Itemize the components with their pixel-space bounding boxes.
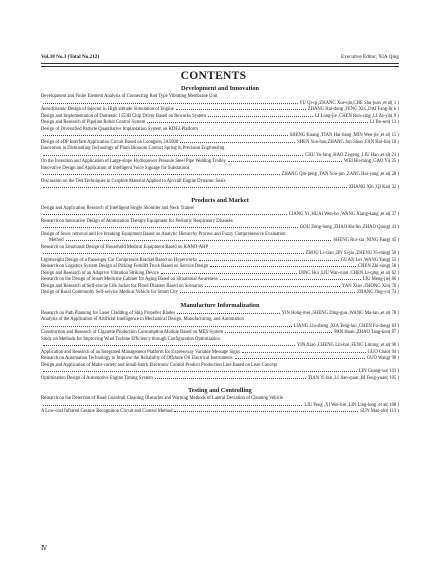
entry-title: Research on the Design of Smart Medicine Cabinet for Aging Based on Situational Awareness — [41, 277, 218, 282]
toc-entry[interactable] — [41, 363, 399, 376]
entry-authors: LIN Guang-xu( 101 ) — [358, 369, 399, 374]
entry-title: Research on Path Planning for Laser Cladding of Ship Propeller Blades — [41, 310, 176, 316]
entry-authors: GUO Wang( 98 ) — [366, 356, 399, 361]
entry-authors: LI Long-jie ,CHEN Run-xing ,LI Ze-yin( 9 ) — [315, 113, 399, 119]
leader-dots — [210, 266, 356, 267]
entry-authors: FU Qi-qi ,ZHANG Xue-qin,CHE Shu-juan ,et al( 1 ) — [299, 100, 399, 106]
toc-section — [41, 83, 399, 192]
entry-title: A Low-cost Infrared Gesture Recognition Circuit and Control Method — [41, 409, 173, 414]
leader-dots — [235, 358, 365, 359]
leader-dots — [225, 332, 332, 333]
entry-authors: TIAN Yi-bin ,LI Jian-quan ,BI Feng-yuan( 105 ) — [307, 375, 399, 381]
leader-dots — [43, 187, 347, 188]
entry-title: Design of Snow removal and Ice breaking Equipment Based on Analytic Hierarchy Process and Fuzzy Comprehensive Evaluation — [41, 231, 286, 237]
leader-dots — [228, 161, 342, 162]
entry-title: Innovation in Dismantling Technology of Plum Blossom Contact Spring in Precision Engineering — [41, 146, 225, 151]
entry-title: Analysis of the Application of Artificial Intelligence in Mechanical Design, Manufacturing, and Automation — [41, 317, 244, 322]
entry-title: Lightweight Design of a Passenger Car Compressor Bracket Based on Hyperworks — [41, 257, 197, 263]
leader-dots — [43, 135, 288, 136]
toc-entry[interactable] — [41, 159, 399, 166]
entry-authors: GOU Zeng-hong ,ZHAO Hu-lin ,ZHAO Qiong( 41 ) — [299, 225, 399, 230]
leader-dots — [155, 378, 306, 379]
toc-section — [41, 300, 399, 383]
leader-dots — [43, 103, 298, 104]
entry-authors: CHU Yu-lang ,HAO Zi-geng ,LIU Hao ,et al( 21 ) — [305, 152, 399, 158]
entry-authors: GUO Chao( 94 ) — [367, 349, 399, 355]
entry-title: Design of Rural Community Self-service Medical Vehicle for Smart City — [41, 290, 178, 295]
leader-dots — [220, 279, 361, 280]
toc-entry[interactable] — [41, 245, 399, 258]
entry-authors: ZHANG Qin-peng ,TAN You-jun ,ZANG Hai-yang ,et al( 28 ) — [281, 172, 399, 177]
entry-authors: ZHANG Jing-yu( 74 ) — [357, 290, 399, 295]
leader-dots — [208, 116, 313, 117]
entry-title: Research on Innovative Design of Atomization Therapy Equipment for Pediatric Respiratory Diseases — [41, 218, 233, 224]
entry-title: Design and Research of Pipeline Robot Control System — [41, 120, 146, 125]
header-rule-bottom — [41, 66, 399, 67]
entry-authors: ZHOU Li-xian ,JIN Si-jia ,ZHENG Yi-ming( 50 ) — [305, 251, 399, 256]
section-title: Manufacture Informalization — [180, 301, 260, 309]
toc-entry[interactable] — [41, 127, 399, 140]
entry-title: Research on Emotional Design of Household Medical Equipment Based on KANO-AHP — [41, 244, 209, 250]
leader-dots — [176, 109, 306, 110]
entry-title: Method — [49, 238, 64, 243]
leader-dots — [43, 326, 292, 327]
entry-title: Design and Research of Self-rescue Life Jacket for Flood Disaster Based on Scenarios — [41, 283, 203, 289]
entry-authors: SUN Mao-zhi( 113 ) — [360, 409, 399, 414]
toc-section — [41, 195, 399, 297]
leader-dots — [43, 405, 302, 406]
toc-entry[interactable] — [41, 94, 399, 107]
toc-entry[interactable] — [41, 290, 399, 297]
entry-authors: YAN Xiao ,ZHONG Xin( 70 ) — [341, 283, 399, 289]
editor-label: Executive Editor, XIA Qing — [341, 54, 399, 60]
entry-title: Aerodynamic Design of Injector in High altitude Simulation of Engine — [41, 107, 174, 112]
entry-title: Study on Methods for Improving Wind Turbine Efficiency through Configuration Optimization — [41, 336, 220, 342]
entry-title: On the Invention and Application of Large-slope Hydropower Pressure Steel Pipe Welding Trolley — [41, 159, 226, 164]
entry-title: Application and Research of an Integrated Management Platform for Expressway Variable Message Signs — [41, 349, 240, 355]
entry-title: Design of Diversified Particle Quantitative Implantation System on KDF2 Platform — [41, 126, 198, 132]
entry-title: Design and Implementation of Domestic 1553B Chip Driver Based on Reworks System — [41, 113, 206, 119]
toc-section — [41, 385, 399, 416]
entry-authors: YIN Xiao ,CHENG Lin-hai ,FENG Liming ,et al( 90 ) — [296, 343, 399, 348]
toc-entry[interactable] — [41, 330, 399, 337]
leader-dots — [242, 352, 366, 353]
entry-authors: YIN Hong-mei ,SHENG Ding-guo ,WANG Mu-lan ,et al( 78 ) — [281, 310, 399, 316]
entry-title: Design and Application Research of Intelligent Single Shoulder and Neck Trainer — [41, 205, 195, 211]
leader-dots — [43, 174, 280, 175]
leader-dots — [180, 292, 355, 293]
toc-entry[interactable] — [41, 317, 399, 330]
entry-title: Design and Application of Multi-variety and Small-batch Electronic Control Product Production Line Based on Lean Concept — [41, 362, 278, 368]
journal-header — [41, 54, 399, 66]
toc-entry[interactable] — [41, 206, 399, 219]
entry-authors: ZHANG Hai-dong ,FENG Xin ,DAI Fang-li( 6 ) — [307, 107, 399, 112]
leader-dots — [161, 273, 297, 274]
entry-title: Research on the Detection of Road Guardrail Cleaning Obstacles and Warning Methods of Lateral Deviation of Cleaning Vehicle — [41, 396, 284, 401]
page-number: Ⅳ — [41, 546, 47, 552]
entry-authors: CHEN Zhi-song( 58 ) — [357, 264, 399, 269]
entry-title: Development and Finite Element Analysis of Connecting Rod Type Vibrating Membrane Unit — [41, 94, 218, 99]
toc-entry[interactable] — [41, 179, 399, 192]
toc-entry[interactable] — [41, 396, 399, 409]
leader-dots — [199, 260, 339, 261]
entry-authors: SHEN Yun-hao,ZHANG Jun-Shuo ,FAN Hui-lin( 18 ) — [297, 139, 399, 145]
entry-authors: PAN Huan ,ZHAO Tang-kun( 87 ) — [334, 330, 399, 335]
entry-title: Design and Research of an Adaptive Vibration Striking Device — [41, 270, 159, 276]
entry-authors: LIU Peng ,XI Wei-bin ,LIN Ling-long ,et al( 108 ) — [304, 402, 399, 408]
leader-dots — [43, 253, 304, 254]
entry-authors: LI Bo-sen( 13 ) — [369, 120, 399, 125]
leader-dots — [43, 227, 298, 228]
toc-entry[interactable] — [41, 146, 399, 159]
toc-entry[interactable] — [41, 337, 399, 350]
leader-dots — [66, 240, 332, 241]
leader-dots — [43, 371, 357, 372]
table-of-contents — [41, 80, 399, 416]
leader-dots — [43, 345, 295, 346]
entry-title: Research on Automation Technology to Improve the Reliability of Offshore Oil Electrical Instruments — [41, 356, 233, 361]
entry-title: Discussion on the Test Techniques in Graphite Material Applied to Aircraft Engine Dynamic Seals — [41, 178, 226, 184]
entry-title: Research on Logistics System Design of Picking Forklift Truck Based on Service Design — [41, 264, 209, 269]
volume-label: Vol.38 No.3 (Total No.212) — [41, 54, 100, 60]
toc-entry[interactable] — [41, 166, 399, 179]
leader-dots — [147, 122, 368, 123]
entry-title: Design of eDP Interface Application Circuit Based on Loongson 3A5000 — [41, 139, 179, 145]
toc-entry[interactable] — [41, 409, 399, 416]
entry-title: Construction and Research of Cigarette Production Consumption Module Based on MES System — [41, 330, 224, 335]
leader-dots — [43, 214, 287, 215]
entry-title: Optimization Design of Automotive Engine Timing System — [41, 375, 153, 381]
leader-dots — [43, 155, 303, 156]
entry-authors: WEI Hu-ming ,GAO Yi( 25 ) — [343, 159, 399, 164]
leader-dots — [180, 142, 295, 143]
entry-authors: ZHANG Xin ,QI Kai( 32 ) — [349, 185, 399, 190]
toc-entry[interactable] — [41, 376, 399, 383]
section-title: Development and Innovation — [180, 85, 260, 92]
leader-dots — [205, 286, 340, 287]
leader-dots — [174, 411, 358, 412]
section-title: Products and Market — [191, 196, 249, 204]
entry-authors: LIANG Lin-sheng ,XIA Teng-hui ,CHEN Fu-dong( 83 ) — [293, 323, 399, 329]
entry-authors: GUAN Lei ,WANG Yang( 55 ) — [340, 257, 399, 263]
entry-authors: DING Hui ,LIU Wan-nian ,CHEN Li-qing ,et al( 62 ) — [298, 270, 399, 276]
entry-title: Innovative Design and Application of Intelligent Voice Signage for Substations — [41, 165, 190, 171]
entry-authors: LIU Meng-jie( 66 ) — [362, 277, 399, 282]
page-title: CONTENTS — [180, 70, 247, 82]
leader-dots — [177, 313, 279, 314]
entry-authors: SHENG Kuang ,TIAN Hai-liang ,MIN Wen-jie ,et al( 15 ) — [289, 133, 399, 138]
section-title: Testing and Controlling — [188, 387, 252, 394]
toc-entry[interactable] — [41, 219, 399, 232]
header-rule-top — [41, 63, 399, 64]
entry-authors: SHENG Rui-xia ,NING Fang( 45 ) — [333, 238, 399, 243]
toc-entry[interactable] — [41, 232, 399, 245]
entry-authors: LIANG Yi ,HUAI Wen-bo ,WANG Xiang-kang ,et al( 37 ) — [288, 212, 399, 217]
